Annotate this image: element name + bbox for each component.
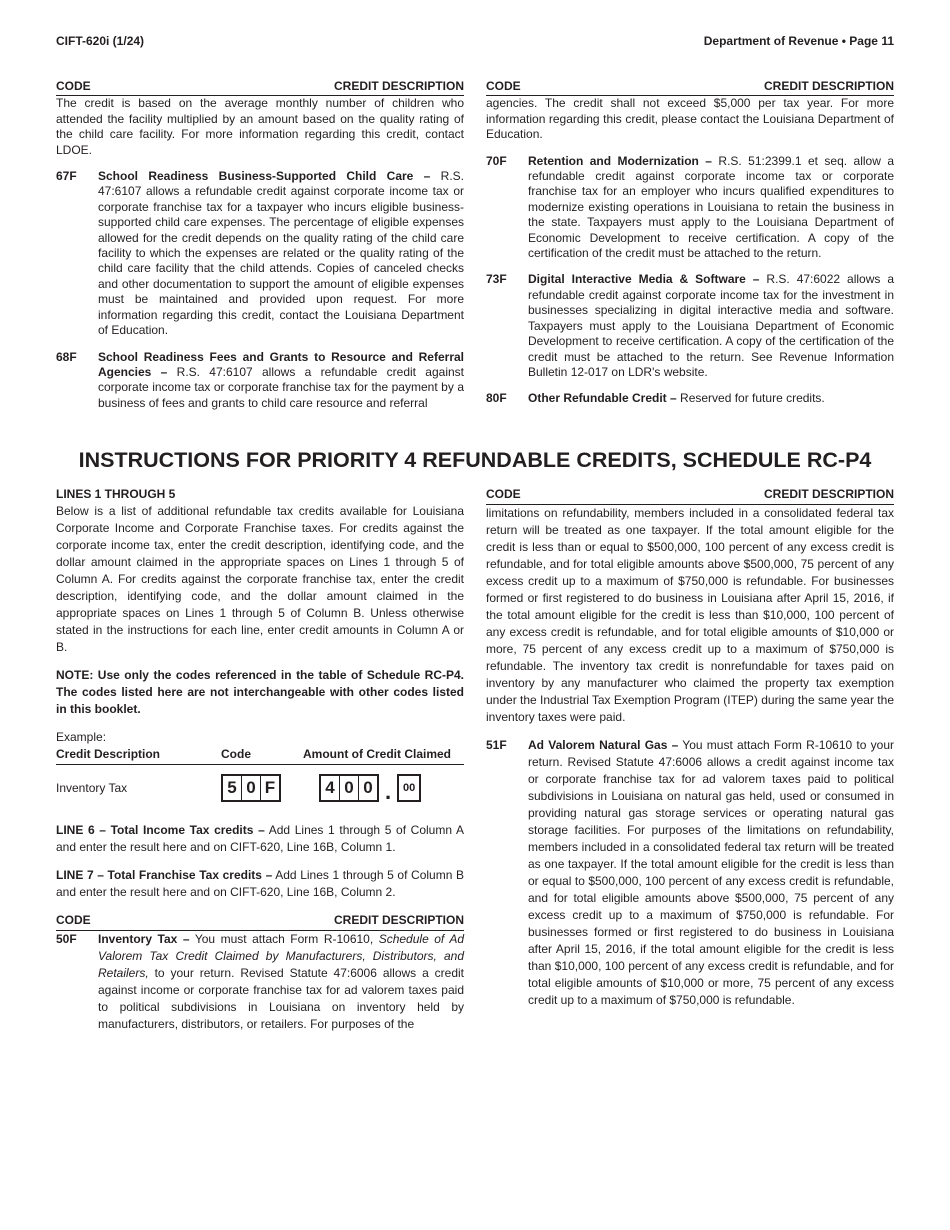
continued-text: limitations on refundability, members included in a consolidated federal tax return will be treated as one taxpayer. If the total amount eligible for the credit is less than or equal to $500,000, 100 percent of any excess credit is refundable, and for total eligible amounts above $500,000, 75 percent of any excess credit up to a maximum of $750,000 is refundable. For businesses formed or first registered to do business in Louisiana after April 15, 2016, if the total amount eligible for the credit is less than $10,000, 100 percent of any excess credit is refundable, and for total eligible amounts of $10,000 or more, 75 percent of any excess credit up to a maximum of $750,000 is refundable. The inventory tax credit is nonrefundable for taxes paid on inventory by any manufacturer who claimed the property tax exemption under the Industrial Tax Exemption Program (ITEP) during the same year the inventory taxes were paid. [486, 506, 894, 724]
credit-title: School Readiness Business-Supported Child Care – [98, 169, 431, 184]
example-label: Example: [56, 730, 107, 744]
note-text: NOTE: Use only the codes referenced in the table of Schedule RC-P4. The codes listed here are not interchangeable with other codes listed in this booklet. [56, 668, 464, 716]
credit-text-cont: to your return. Revised Statute 47:6006 allows a credit against income or corporate franchise tax for ad valorem taxes paid to political subdivisions in Louisiana on inventory held by manufacturers, distributors, or retailers. For purposes of the [98, 966, 464, 1031]
credit-code: 70F [486, 153, 507, 168]
example-header-desc: Credit Description [56, 747, 161, 761]
credit-entry-51f [486, 737, 894, 1009]
table-header [56, 912, 464, 931]
credit-description [528, 272, 894, 380]
credit-description [98, 350, 464, 412]
credit-entry-68f [56, 350, 464, 412]
lines-text: Below is a list of additional refundable tax credits available for Louisiana Corporate Income and Corporate Franchise taxes. For credits against the corporate income tax, enter the credit description, identifying code, and the dollar amount claimed in the appropriate spaces on Lines 1 through 5 of Column A. For credits against the corporate franchise tax, enter the credit description, identifying code, and the dollar amount claimed in the appropriate spaces on Lines 1 through 5 of Column B. Unless otherwise stated in the instructions for each line, enter credit amounts in Column A or B. [56, 504, 464, 654]
form-id: CIFT-620i (1/24) [56, 34, 145, 48]
code-header: CODE [486, 79, 521, 93]
example-header [56, 746, 464, 765]
credit-description [528, 154, 894, 262]
description-header: CREDIT DESCRIPTION [763, 79, 894, 93]
credit-entry-70f [486, 154, 894, 262]
description-header: CREDIT DESCRIPTION [333, 913, 464, 927]
amount-char: 0 [358, 776, 377, 800]
credit-text: Reserved for future credits. [676, 391, 825, 406]
amount-char: 0 [339, 776, 358, 800]
code-char: F [260, 776, 279, 800]
section-title: INSTRUCTIONS FOR PRIORITY 4 REFUNDABLE CREDITS, SCHEDULE RC-P4 [78, 448, 872, 472]
example-header-code: Code [221, 747, 251, 761]
example-row [56, 765, 464, 811]
example-desc: Inventory Tax [56, 780, 128, 795]
credit-title: Digital Interactive Media & Software – [528, 272, 760, 287]
form-title: Schedule of Ad Valorem Tax Credit Claimed by Manufacturers, Distributors, and Retailers, [98, 932, 465, 980]
credit-title: Other Refundable Credit – [528, 391, 677, 406]
description-header: CREDIT DESCRIPTION [763, 487, 894, 501]
credit-code: 68F [56, 349, 77, 364]
description-header: CREDIT DESCRIPTION [333, 79, 464, 93]
credit-code: 73F [486, 272, 507, 287]
credit-entry-73f [486, 272, 894, 380]
credit-title: School Readiness Fees and Grants to Resource and Referral Agencies – [98, 349, 464, 379]
example-amount-box [319, 774, 379, 802]
example-code-box [221, 774, 281, 802]
credit-entry-50f [56, 931, 464, 1033]
credit-code: 50F [56, 932, 77, 946]
credit-description [528, 737, 894, 1009]
code-header: CODE [56, 913, 91, 927]
line-7-text [56, 867, 464, 901]
table-header [56, 79, 464, 96]
credit-code: 67F [56, 169, 77, 184]
credit-text: R.S. 47:6107 allows a refundable credit against corporate income tax or corporate franchise tax for a taxpayer who incurs eligible business-supported child care expenses. The percentage of eligible expenses allowed for the credit depends on the quality rating of the child care facility to which the expenses are related or the quality rating of the child care facility that the child attends. Copies of canceled checks and other documentation to support the amount of eligible expenses must be maintained and provided upon request. For more information regarding this credit, contact the Louisiana Department of Education. [98, 169, 465, 338]
credit-text: R.S. 51:2399.1 et seq. allow a refundable credit against corporate income tax or corporate franchise tax for an employer who incurs qualified expenditures to modernize existing operations in Louisiana to retain the business in the state. Taxpayers must apply to the Louisiana Department of Economic Development to receive certification. A copy of the certification of the credit must be attached to the return. [528, 153, 894, 261]
table-header [486, 79, 894, 96]
continued-text: The credit is based on the average monthly number of children who attended the facility multiplied by an amount based on the quality rating of the child care facility. For more information regarding this credit, contact LDOE. [56, 96, 464, 157]
credit-code: 51F [486, 738, 507, 752]
credit-text: R.S. 47:6107 allows a refundable credit against corporate income tax or corporate franchise tax for the payment by a business of fees and grants to child care resource and referral [98, 364, 464, 410]
credit-text: R.S. 47:6022 allows a refundable credit against corporate income tax for the investment in businesses specializing in digital interactive media and software. Taxpayers must apply to the Louisiana Department of Economic Development to receive certification. A copy of the certification of the credit must be attached to the return. See Revenue Information Bulletin 12-017 on LDR's website. [528, 272, 894, 379]
line-6-body: Add Lines 1 through 5 of Column A and enter the result here and on CIFT-620, Line 16B, Column 1. [56, 823, 465, 854]
credit-title: Retention and Modernization – [528, 153, 712, 168]
lower-right-column [486, 486, 894, 1009]
credit-code: 80F [486, 391, 507, 406]
table-header [486, 486, 894, 505]
line-7-title: LINE 7 – Total Franchise Tax credits – [56, 868, 273, 882]
credit-title: Inventory Tax – [98, 932, 190, 946]
amount-char: 4 [325, 778, 335, 797]
code-char: 0 [241, 776, 260, 800]
example-cents-box [397, 774, 421, 802]
line-7-body: Add Lines 1 through 5 of Column B and enter the result here and on CIFT-620, Line 16B, Column 2. [56, 868, 464, 899]
credit-entry-67f [56, 169, 464, 338]
example-table [56, 746, 464, 811]
credit-description [98, 169, 464, 338]
credit-text: You must attach Form R-10610 to your return. Revised Statute 47:6006 allows a credit against income tax or corporate franchise tax for ad valorem taxes paid to political subdivisions in Louisiana on natural gas held, used or consumed in providing natural gas storage services or operating natural gas storage facilities. For purposes of the limitations on refundability, members included in a consolidated federal tax return will be treated as one taxpayer. If the total amount eligible for the credit is less than or equal to $500,000, 100 percent of any excess credit is refundable, and for total eligible amounts above $500,000, 75 percent of any excess credit up to a maximum of $750,000 is refundable. For businesses formed or first registered to do business in Louisiana after April 15, 2016, if the total amount eligible for the credit is less than $10,000, 100 percent of any excess credit is refundable, and for total eligible amounts of $10,000 or more, 75 percent of any excess credit up to a maximum of $750,000 is refundable. [528, 738, 894, 1007]
decimal-point: . [385, 778, 392, 804]
credit-entry-80f [486, 391, 894, 406]
credit-text: You must attach Form R-10610, [189, 932, 379, 946]
credit-description [528, 391, 894, 406]
credit-description [98, 931, 464, 1033]
cents-value: 00 [403, 782, 416, 794]
page-header [56, 34, 894, 48]
top-left-column [56, 79, 464, 411]
code-header: CODE [56, 79, 91, 93]
lower-left-column [56, 486, 464, 1033]
line-6-text [56, 822, 464, 856]
code-header: CODE [486, 487, 521, 501]
credit-title: Ad Valorem Natural Gas – [528, 738, 679, 752]
department-page: Department of Revenue • Page 11 [703, 34, 894, 48]
line-6-title: LINE 6 – Total Income Tax credits – [56, 823, 265, 837]
continued-text: agencies. The credit shall not exceed $5,000 per tax year. For more information regarding this credit, please contact the Louisiana Department of Education. [486, 96, 894, 142]
code-char: 5 [227, 778, 237, 797]
top-right-column [486, 79, 894, 407]
example-header-amount: Amount of Credit Claimed [303, 747, 452, 761]
lines-heading: LINES 1 THROUGH 5 [56, 487, 176, 501]
